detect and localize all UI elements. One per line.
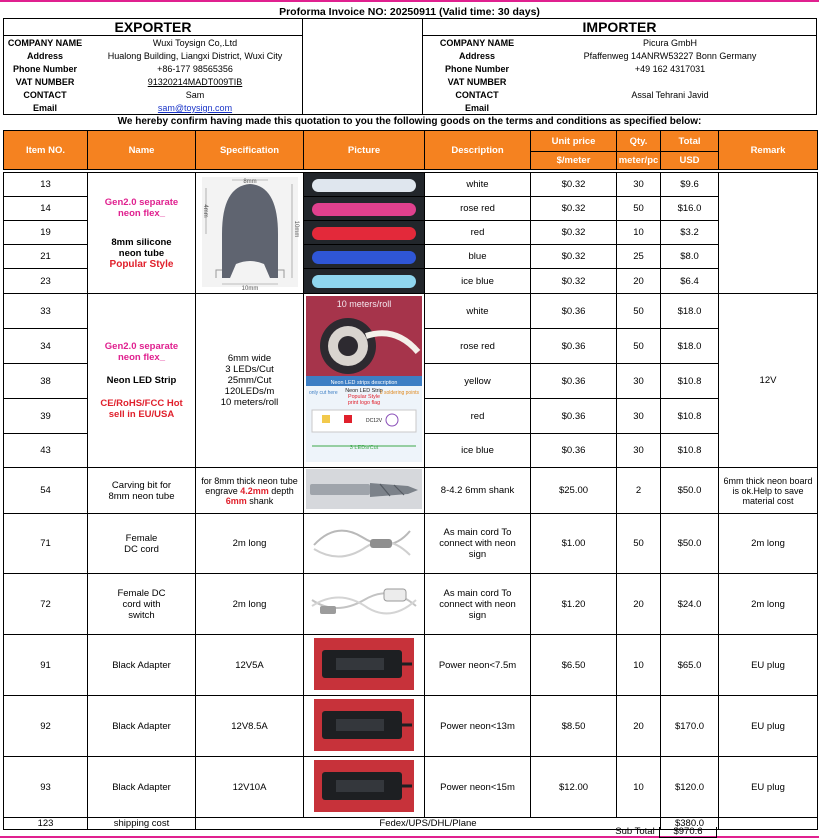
group2-picture-cell [304, 294, 425, 468]
description: ice blue [425, 269, 531, 294]
col-subheader-total: USD [661, 152, 719, 170]
quantity: 50 [617, 329, 661, 364]
importer-heading: IMPORTER [582, 19, 657, 35]
description: rose red [425, 197, 531, 221]
line-total: $9.6 [661, 173, 719, 197]
name [88, 514, 196, 574]
unit-price: $12.00 [531, 757, 617, 818]
description: white [425, 173, 531, 197]
exporter-company-label: COMPANY NAME [7, 38, 83, 48]
item-no: 13 [4, 173, 88, 197]
group1-remark [719, 173, 818, 294]
unit-price: $0.36 [531, 364, 617, 399]
logo-label: print logo flag [347, 400, 381, 406]
neon-sample-white [304, 173, 425, 197]
spec-line: engrave [205, 485, 241, 496]
col-header-total: Total [661, 131, 719, 152]
unit-price: $0.32 [531, 197, 617, 221]
line-total: $18.0 [661, 329, 719, 364]
item-no: 71 [4, 514, 88, 574]
unit-price: $1.20 [531, 574, 617, 635]
spec [196, 468, 304, 514]
name: Black Adapter [88, 696, 196, 757]
item-no: 91 [4, 635, 88, 696]
line-total: $8.0 [661, 245, 719, 269]
quantity: 20 [617, 574, 661, 635]
unit-price: $0.32 [531, 173, 617, 197]
remark: 2m long [719, 514, 818, 574]
exporter-phone-label: Phone Number [12, 64, 77, 74]
description: rose red [425, 329, 531, 364]
table-row [4, 635, 818, 696]
cord-name: Female DC cord [124, 532, 159, 555]
description: ice blue [425, 434, 531, 468]
col-header-qty: Qty. [617, 131, 661, 152]
quantity: 30 [617, 173, 661, 197]
unit-price: $8.50 [531, 696, 617, 757]
importer-contact-label: CONTACT [455, 90, 499, 100]
line-total: $65.0 [661, 635, 719, 696]
line-total: $50.0 [661, 468, 719, 514]
carving-bit-picture [304, 468, 425, 514]
quantity: 10 [617, 635, 661, 696]
quantity: 10 [617, 757, 661, 818]
importer-company-label: COMPANY NAME [439, 38, 515, 48]
importer-address-label: Address [458, 51, 495, 61]
importer-address: Pfaffenweg 14ANRW53227 Bonn Germany [583, 51, 757, 61]
subtotal-value: $970.6 [659, 827, 717, 838]
spec-line: 6mm wide [227, 353, 272, 364]
item-no: 21 [4, 245, 88, 269]
table-row [4, 468, 818, 514]
exporter-email-label: Email [32, 103, 57, 113]
table-row [4, 574, 818, 635]
dc-cord-photo [306, 515, 422, 569]
item-no: 33 [4, 294, 88, 329]
description: Power neon<7.5m [425, 635, 531, 696]
quantity: 30 [617, 434, 661, 468]
line-total: $3.2 [661, 221, 719, 245]
group1-name-cell [88, 173, 196, 294]
item-no: 19 [4, 221, 88, 245]
line-total: $50.0 [661, 514, 719, 574]
description: 8-4.2 6mm shank [425, 468, 531, 514]
line-total: $24.0 [661, 574, 719, 635]
col-header-name: Name [88, 131, 196, 170]
description [425, 574, 531, 635]
importer-company: Picura GmbH [642, 38, 697, 48]
remark: EU plug [719, 757, 818, 818]
description-text: As main cord To connect with neon sign [439, 587, 516, 621]
col-subheader-unit-price: $/meter [531, 152, 617, 170]
description: red [425, 221, 531, 245]
unit-price: $0.32 [531, 245, 617, 269]
style-label: Popular Style [347, 394, 381, 400]
exporter-email-link[interactable]: sam@toysign.com [157, 103, 233, 113]
group2-name-red: CE/RoHS/FCC Hot sell in EU/USA [100, 398, 183, 420]
item-no: 54 [4, 468, 88, 514]
unit-price: $0.36 [531, 294, 617, 329]
shipping-cost-label: shipping cost [88, 818, 196, 830]
name: Black Adapter [88, 635, 196, 696]
spec-line: 120LEDs/m [224, 386, 275, 397]
table-row [4, 173, 818, 197]
adapter-picture [304, 696, 425, 757]
table-row [4, 696, 818, 757]
spec-line: depth [268, 485, 294, 496]
name [88, 468, 196, 514]
table-row [4, 514, 818, 574]
dc-cord-picture [304, 514, 425, 574]
description: yellow [425, 364, 531, 399]
shipping-total: $380.0 [661, 818, 719, 830]
spec-shank: 6mm [225, 495, 247, 506]
shipping-carrier: Fedex/UPS/DHL/Plane [196, 818, 661, 830]
spec: 2m long [196, 514, 304, 574]
item-no: 39 [4, 399, 88, 434]
quantity: 2 [617, 468, 661, 514]
importer-contact: Assal Tehrani Javid [631, 90, 709, 100]
neon-sample-rose-red [304, 197, 425, 221]
spec-line: 10 meters/roll [220, 397, 279, 408]
item-no: 14 [4, 197, 88, 221]
unit-price: $0.36 [531, 329, 617, 364]
line-total: $6.4 [661, 269, 719, 294]
dc-cord-switch-photo [306, 576, 422, 630]
name: Black Adapter [88, 757, 196, 818]
exporter-vat: 91320214MADT009TIB [147, 77, 243, 87]
spec: 2m long [196, 574, 304, 635]
group1-name-black: 8mm silicone neon tube [111, 236, 172, 259]
col-header-unit-price: Unit price [531, 131, 617, 152]
item-no: 72 [4, 574, 88, 635]
item-no: 93 [4, 757, 88, 818]
remark-text: 6mm thick neon board is ok.Help to save material cost [723, 475, 813, 506]
line-total: $170.0 [661, 696, 719, 757]
dim-left: 4mm [201, 203, 208, 218]
spec-line: 25mm/Cut [227, 375, 272, 386]
col-header-spec: Specification [196, 131, 304, 170]
item-no: 123 [4, 818, 88, 830]
exporter-address: Hualong Building, Liangxi District, Wuxi City [107, 51, 283, 61]
description: Power neon<15m [425, 757, 531, 818]
exporter-phone: +86-177 98565356 [157, 64, 233, 74]
item-no: 38 [4, 364, 88, 399]
spec: 12V8.5A [196, 696, 304, 757]
unit-price: $0.36 [531, 399, 617, 434]
group2-name-black: Neon LED Strip [106, 375, 177, 386]
quantity: 30 [617, 399, 661, 434]
line-total: $18.0 [661, 294, 719, 329]
line-total: $16.0 [661, 197, 719, 221]
line-total: $10.8 [661, 364, 719, 399]
carving-bit-photo [306, 469, 422, 509]
exporter-vat-label: VAT NUMBER [15, 77, 75, 87]
col-subheader-qty: meter/pc [617, 152, 661, 170]
confirm-statement: We hereby confirm having made this quotation to you the following goods on the terms and conditions as specified below: [117, 116, 702, 127]
exporter-company: Wuxi Toysign Co,.Ltd [152, 38, 238, 48]
remark: EU plug [719, 696, 818, 757]
description [425, 514, 531, 574]
quantity: 50 [617, 197, 661, 221]
quantity: 50 [617, 514, 661, 574]
table-row [4, 294, 818, 329]
unit-price: $0.32 [531, 221, 617, 245]
group2-name-pink: Gen2.0 separate neon flex_ [104, 341, 179, 363]
col-header-picture: Picture [304, 131, 425, 170]
exporter-contact-label: CONTACT [23, 90, 67, 100]
group2-spec-cell [196, 294, 304, 468]
col-header-remark: Remark [719, 131, 818, 170]
item-no: 23 [4, 269, 88, 294]
quantity: 25 [617, 245, 661, 269]
neon-sample-ice-blue [304, 269, 425, 294]
carving-bit-name: Carving bit for 8mm neon tube [108, 479, 175, 502]
neon-sample-red [304, 221, 425, 245]
spec-depth: 4.2mm [240, 485, 269, 496]
line-total: $10.8 [661, 434, 719, 468]
neon-sample-blue [304, 245, 425, 269]
item-no: 34 [4, 329, 88, 364]
spec-line: for 8mm thick neon tube [201, 475, 298, 486]
dc-label: DC12V [366, 418, 383, 424]
line-total: $120.0 [661, 757, 719, 818]
neon-profile-diagram [198, 174, 302, 290]
exporter-address-label: Address [26, 51, 63, 61]
unit-price: $25.00 [531, 468, 617, 514]
dc-cord-switch-picture [304, 574, 425, 635]
col-header-item: Item NO. [4, 131, 88, 170]
exporter-heading: EXPORTER [114, 19, 192, 35]
line-total: $10.8 [661, 399, 719, 434]
goods-table [3, 130, 818, 830]
quantity: 10 [617, 221, 661, 245]
quantity: 30 [617, 364, 661, 399]
importer-phone: +49 162 4317031 [634, 64, 706, 74]
quantity: 20 [617, 269, 661, 294]
roll-label: 10 meters/roll [336, 299, 392, 309]
dim-top: 8mm [242, 178, 257, 185]
cord-switch-name: Female DC cord with switch [117, 587, 166, 621]
shipping-remark [719, 818, 818, 830]
adapter-picture [304, 635, 425, 696]
per-cut-label: 3 LEDs/Cut [349, 445, 379, 451]
subtotal-label: Sub Total [615, 826, 655, 837]
cut-label: only cut here [309, 390, 338, 396]
remark: 2m long [719, 574, 818, 635]
adapter-picture [304, 757, 425, 818]
group2-remark: 12V [719, 294, 818, 468]
dim-right: 10mm [292, 220, 299, 237]
description: Power neon<13m [425, 696, 531, 757]
item-no: 92 [4, 696, 88, 757]
unit-price: $0.32 [531, 269, 617, 294]
importer-email-label: Email [464, 103, 489, 113]
strip-label: Neon LED Strip [345, 388, 383, 394]
unit-price: $1.00 [531, 514, 617, 574]
quantity: 20 [617, 696, 661, 757]
top-pink-rule [0, 0, 819, 2]
col-header-description: Description [425, 131, 531, 170]
unit-price: $6.50 [531, 635, 617, 696]
item-no: 43 [4, 434, 88, 468]
group1-name-red: Popular Style [109, 258, 174, 270]
dim-bottom: 10mm [241, 285, 258, 290]
remark [719, 468, 818, 514]
group1-profile-drawing [196, 173, 304, 294]
unit-price: $0.36 [531, 434, 617, 468]
adapter-photo [314, 699, 414, 751]
table-row [4, 757, 818, 818]
spec-line: shank [246, 495, 274, 506]
spec-line: 3 LEDs/Cut [225, 364, 274, 375]
description-text: As main cord To connect with neon sign [439, 527, 516, 560]
importer-phone-label: Phone Number [444, 64, 509, 74]
description: blue [425, 245, 531, 269]
exporter-contact: Sam [185, 90, 205, 100]
solder-label: 3 soldering points [379, 390, 419, 396]
invoice-title: Proforma Invoice NO: 20250911 (Valid time: 30 days) [279, 6, 540, 18]
quantity: 50 [617, 294, 661, 329]
spec: 12V5A [196, 635, 304, 696]
description: red [425, 399, 531, 434]
adapter-photo [314, 760, 414, 812]
description: white [425, 294, 531, 329]
name [88, 574, 196, 635]
led-strip-photo [306, 296, 422, 462]
strip-description-label: Neon LED strips description [330, 380, 398, 386]
importer-vat-label: VAT NUMBER [447, 77, 507, 87]
spec: 12V10A [196, 757, 304, 818]
adapter-photo [314, 638, 414, 690]
remark: EU plug [719, 635, 818, 696]
group2-name-cell [88, 294, 196, 468]
group1-name-pink: Gen2.0 separate neon flex_ [104, 196, 179, 219]
